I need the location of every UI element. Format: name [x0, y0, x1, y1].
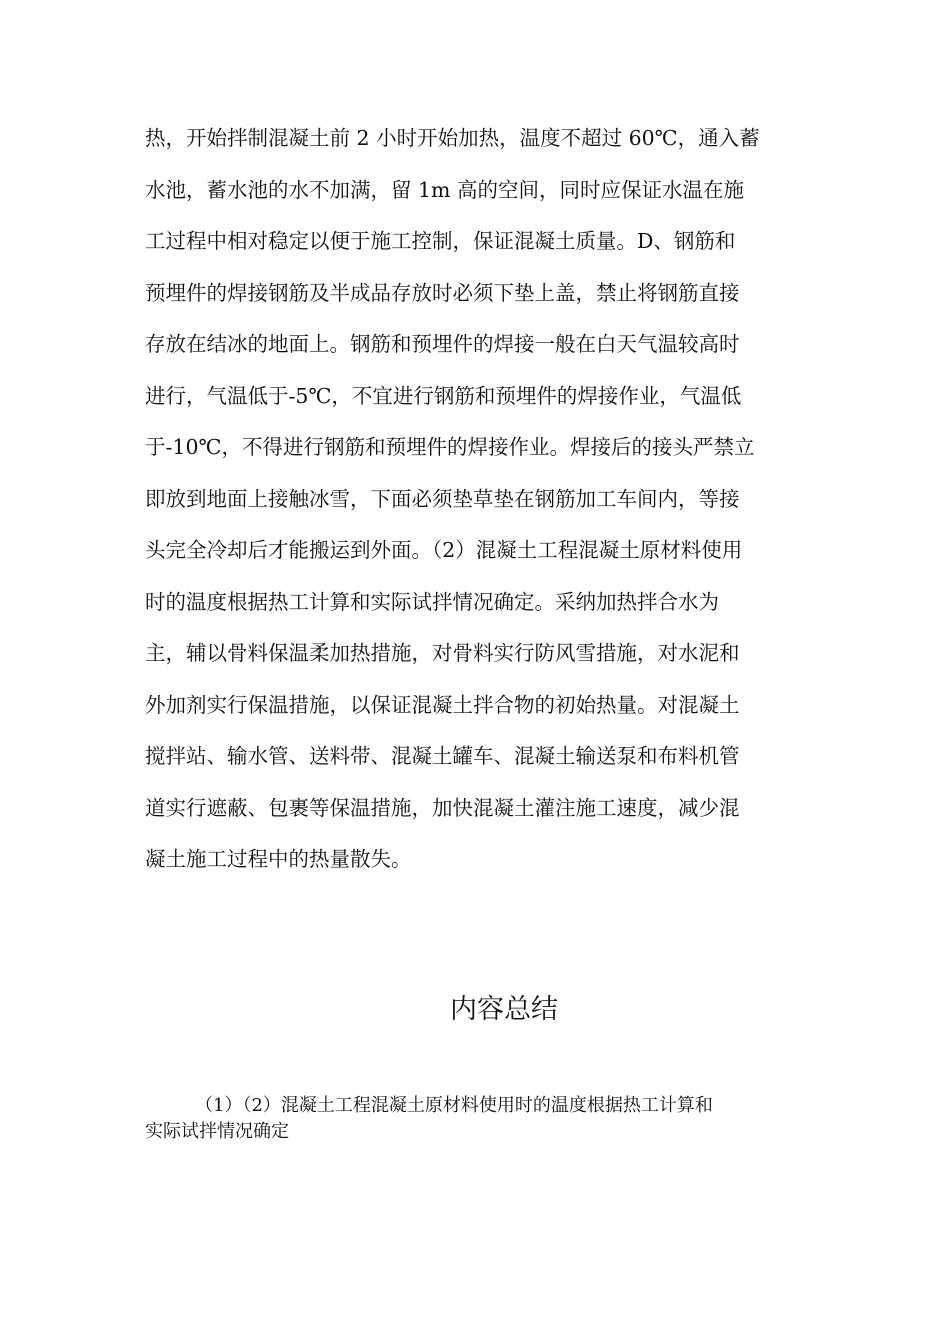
body-line: 时的温度根据热工计算和实际试拌情况确定。采纳加热拌合水为	[145, 589, 719, 614]
body-line: 热，开始拌制混凝土前 2 小时开始加热，温度不超过 60℃，通入蓄	[145, 126, 760, 150]
body-text	[145, 113, 815, 886]
body-line: 即放到地面上接触冰雪，下面必须垫草垫在钢筋加工车间内，等接	[145, 486, 740, 511]
body-line: 道实行遮蔽、包裹等保温措施，加快混凝土灌注施工速度，减少混	[145, 795, 740, 820]
body-line: 存放在结冰的地面上。钢筋和预埋件的焊接一般在白天气温较高时	[145, 332, 740, 356]
summary-line: 实际试拌情况确定	[145, 1121, 289, 1142]
body-line: 于-10℃，不得进行钢筋和预埋件的焊接作业。焊接后的接头严禁立	[145, 435, 755, 459]
body-line: 搅拌站、输水管、送料带、混凝土罐车、混凝土输送泵和布料机管	[145, 744, 740, 768]
body-line: 主，辅以骨料保温柔加热措施，对骨料实行防风雪措施，对水泥和	[145, 641, 740, 665]
summary-body	[145, 1093, 805, 1145]
summary-heading: 内容总结	[450, 994, 558, 1025]
body-line: 预埋件的焊接钢筋及半成品存放时必须下垫上盖，禁止将钢筋直接	[145, 280, 740, 305]
body-line: 头完全冷却后才能搬运到外面。（2）混凝土工程混凝土原材料使用	[145, 538, 743, 562]
summary-line: （1）（2）混凝土工程混凝土原材料使用时的温度根据热工计算和	[195, 1095, 713, 1116]
body-line: 进行，气温低于-5℃，不宜进行钢筋和预埋件的焊接作业，气温低	[145, 383, 742, 408]
body-line: 水池，蓄水池的水不加满，留 1m 高的空间，同时应保证水温在施	[145, 177, 745, 202]
body-line: 工过程中相对稳定以便于施工控制，保证混凝土质量。D、钢筋和	[145, 229, 736, 253]
body-line: 凝土施工过程中的热量散失。	[145, 847, 412, 871]
body-line: 外加剂实行保温措施，以保证混凝土拌合物的初始热量。对混凝土	[145, 692, 740, 717]
